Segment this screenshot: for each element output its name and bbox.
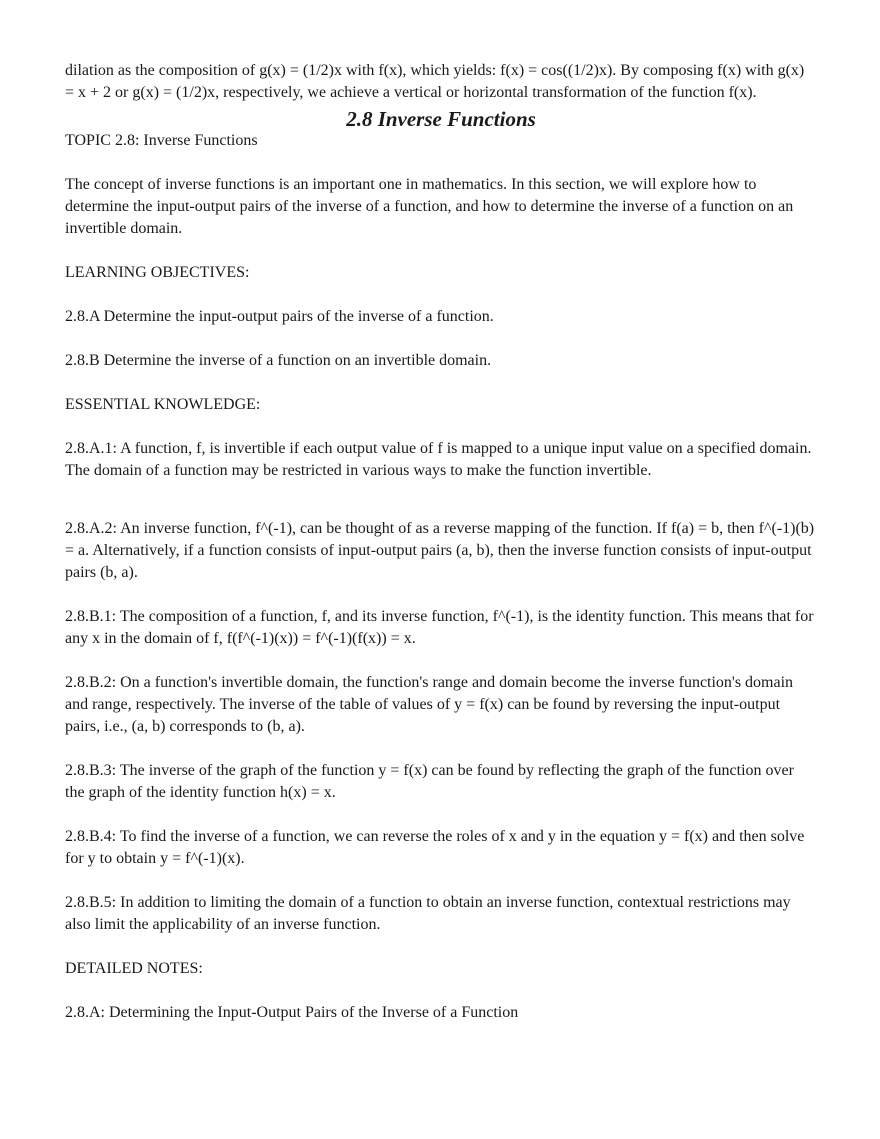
document-page: [65, 60, 817, 1024]
knowledge-item: 2.8.B.2: On a function's invertible domain, the function's range and domain become the inverse function's domain and range, respectively. The inverse of the table of values of y = f(x) can be found by reversing the input-output pairs, i.e., (a, b) corresponds to (b, a).: [65, 674, 794, 735]
overview-paragraph: The concept of inverse functions is an important one in mathematics. In this section, we will explore how to determine the input-output pairs of the inverse of a function, and how to determine the inverse of a function on an invertible domain.: [65, 176, 794, 237]
knowledge-item: 2.8.B.1: The composition of a function, f, and its inverse function, f^(-1), is the identity function. This means that for any x in the domain of f, f(f^(-1)(x)) = f^(-1)(f(x)) = x.: [65, 608, 814, 647]
intro-paragraph: dilation as the composition of g(x) = (1/2)x with f(x), which yields: f(x) = cos((1/2)x). By composing f(x) with g(x) = x + 2 or g(x) = (1/2)x, respectively, we achieve a vertical or horizontal transformation of the function f(x).: [65, 62, 805, 101]
detailed-notes-label: DETAILED NOTES:: [65, 960, 203, 977]
learning-objectives-label: LEARNING OBJECTIVES:: [65, 264, 250, 281]
topic-line: TOPIC 2.8: Inverse Functions: [65, 132, 258, 149]
knowledge-item: 2.8.B.4: To find the inverse of a function, we can reverse the roles of x and y in the equation y = f(x) and then solve for y to obtain y = f^(-1)(x).: [65, 828, 805, 867]
objective-item: 2.8.B Determine the inverse of a function on an invertible domain.: [65, 352, 492, 369]
knowledge-item: 2.8.B.5: In addition to limiting the domain of a function to obtain an inverse function, contextual restrictions may also limit the applicability of an inverse function.: [65, 894, 791, 933]
knowledge-item: 2.8.A.1: A function, f, is invertible if each output value of f is mapped to a unique input value on a specified domain. The domain of a function may be restricted in various ways to make the function invertible.: [65, 440, 812, 479]
knowledge-item: 2.8.A.2: An inverse function, f^(-1), can be thought of as a reverse mapping of the function. If f(a) = b, then f^(-1)(b) = a. Alternatively, if a function consists of input-output pairs (a, b), then the inverse function consists of input-output pairs (b, a).: [65, 520, 815, 581]
essential-knowledge-label: ESSENTIAL KNOWLEDGE:: [65, 396, 261, 413]
notes-subheading: 2.8.A: Determining the Input-Output Pairs of the Inverse of a Function: [65, 1004, 519, 1021]
knowledge-item: 2.8.B.3: The inverse of the graph of the function y = f(x) can be found by reflecting the graph of the function over the graph of the identity function h(x) = x.: [65, 762, 794, 801]
objective-item: 2.8.A Determine the input-output pairs of the inverse of a function.: [65, 308, 494, 325]
section-heading: 2.8 Inverse Functions: [346, 107, 536, 131]
